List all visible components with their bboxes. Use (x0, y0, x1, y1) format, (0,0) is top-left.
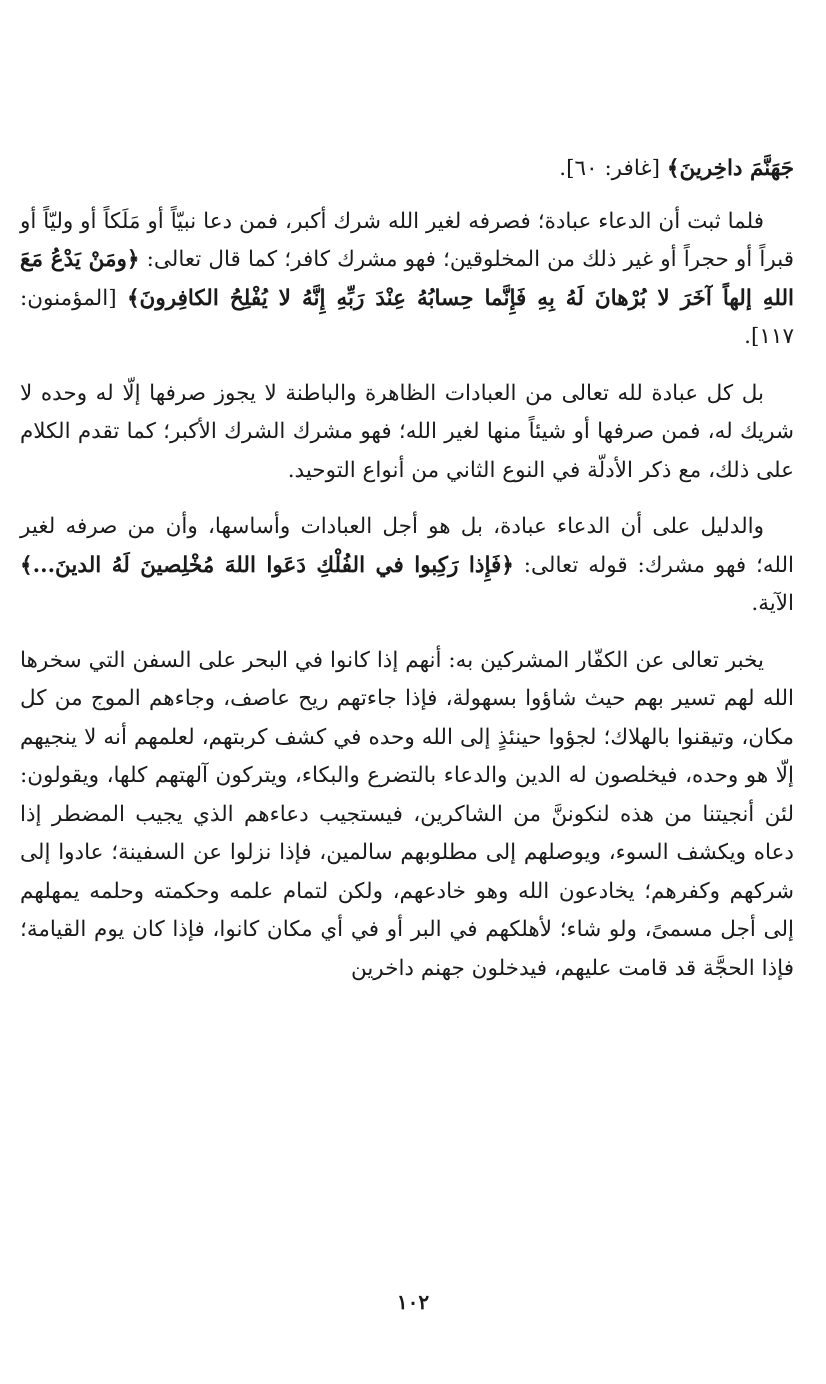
paragraph-text: يخبر تعالى عن الكفّار المشركين به: أنهم إذا كانوا في البحر على السفن التي سخرها الله لهم تسير بهم حيث شاؤوا بسهولة، فإذا جاءتهم ريح عاصف، وجاءهم الموج من كل مكان، وتيقنوا بالهلاك؛ لجؤوا حينئذٍ إلى الله وحده في كشف كربتهم، لعلمهم أنه لا ينجيهم إلّا هو وحده، فيخلصون له الدين والدعاء بالتضرع والبكاء، ويتركون آلهتهم كلها، ويقولون: لئن أنجيتنا من هذه لنكوننَّ من الشاكرين، فيستجيب دعاءهم الذي يجيب المضطر إذا دعاه ويكشف السوء، ويوصلهم إلى مطلوبهم سالمين، فإذا نزلوا عن السفينة؛ عادوا إلى شركهم وكفرهم؛ يخادعون الله وهو خادعهم، ولكن لتمام علمه وحكمته وحلمه يمهلهم إلى أجل مسمىً، ولو شاء؛ لأهلكهم في البر أو في أي مكان كانوا، فإذا كان يوم القيامة؛ فإذا الحجَّة قد قامت عليهم، فيدخلون جهنم داخرين (20, 647, 794, 981)
paragraph-2 (20, 203, 794, 357)
paragraph-text: فلما ثبت أن الدعاء عبادة؛ فصرفه لغير الله شرك أكبر، فمن دعا نبيّاً أو مَلَكاً أو وليّاً أو قبراً أو حجراً أو غير ذلك من المخلوقين؛ فهو مشرك كافر؛ كما قال تعالى: (20, 208, 794, 272)
paragraph-3 (20, 375, 794, 491)
quran-verse-end: جَهَنَّمَ داخِرينَ﴾ (666, 156, 794, 181)
page-number: ١٠٢ (396, 1290, 430, 1314)
paragraph-text: بل كل عبادة لله تعالى من العبادات الظاهرة والباطنة لا يجوز صرفها إلّا له وحده لا شريك له، فمن صرفها أو شيئاً منها لغير الله؛ فهو مشرك الشرك الأكبر؛ كما تقدم الكلام على ذلك، مع ذكر الأدلّة في النوع الثاني من أنواع التوحيد. (20, 380, 794, 483)
page-body (20, 150, 794, 988)
quran-verse: ﴿فَإِذا رَكِبوا في الفُلْكِ دَعَوا اللهَ مُخْلِصينَ لَهُ الدينَ...﴾ (20, 552, 514, 578)
paragraph-text: الآية. (751, 591, 794, 616)
paragraph-4 (20, 508, 794, 624)
paragraph-5 (20, 642, 794, 989)
quran-verse: ﴿ومَنْ يَدْعُ مَعَ اللهِ إلهاً آخَرَ لا بُرْهانَ لَهُ بِهِ فَإِنَّما حِسابُهُ عِنْدَ رَبِّهِ إِنَّهُ لا يُفْلِحُ الكافِرونَ﴾ (20, 247, 794, 311)
paragraph-text: والدليل على أن الدعاء عبادة، بل هو أجل العبادات وأساسها، وأن من صرفه لغير الله؛ فهو مشرك: قوله تعالى: (20, 514, 794, 578)
verse-reference: [المؤمنون: ١١٧]. (20, 285, 794, 349)
paragraph-1 (20, 150, 794, 189)
verse-reference: [غافر: ٦٠]. (559, 156, 667, 181)
